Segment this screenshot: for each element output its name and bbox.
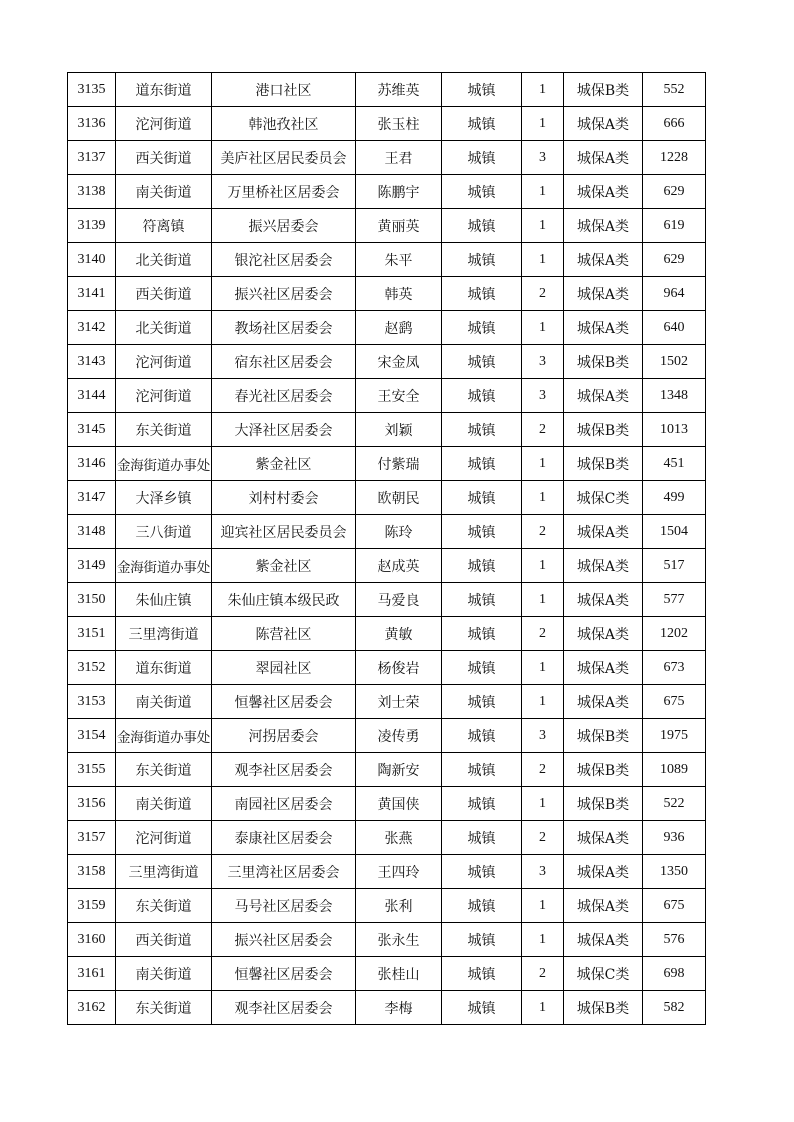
name-cell: 陈鹏宇 [356, 175, 442, 209]
family-size-cell: 1 [522, 107, 564, 141]
household-type-cell: 城镇 [442, 311, 522, 345]
street-cell: 南关街道 [116, 957, 212, 991]
amount-cell: 673 [643, 651, 706, 685]
table-row [68, 345, 706, 379]
assistance-category-cell: 城保A类 [564, 107, 643, 141]
family-size-cell: 1 [522, 243, 564, 277]
street-cell: 沱河街道 [116, 107, 212, 141]
name-cell: 付紫瑞 [356, 447, 442, 481]
family-size-cell: 2 [522, 753, 564, 787]
community-cell: 紫金社区 [212, 447, 356, 481]
assistance-roster-table [67, 72, 706, 1025]
assistance-category-cell: 城保A类 [564, 685, 643, 719]
table-row [68, 243, 706, 277]
table-row [68, 923, 706, 957]
family-size-cell: 3 [522, 141, 564, 175]
family-size-cell: 1 [522, 549, 564, 583]
row-number-cell: 3139 [68, 209, 116, 243]
community-cell: 港口社区 [212, 73, 356, 107]
family-size-cell: 1 [522, 583, 564, 617]
row-number-cell: 3148 [68, 515, 116, 549]
amount-cell: 675 [643, 685, 706, 719]
street-cell: 符离镇 [116, 209, 212, 243]
family-size-cell: 1 [522, 481, 564, 515]
community-cell: 韩池孜社区 [212, 107, 356, 141]
row-number-cell: 3137 [68, 141, 116, 175]
name-cell: 苏维英 [356, 73, 442, 107]
household-type-cell: 城镇 [442, 685, 522, 719]
row-number-cell: 3151 [68, 617, 116, 651]
street-cell: 西关街道 [116, 141, 212, 175]
household-type-cell: 城镇 [442, 991, 522, 1025]
family-size-cell: 3 [522, 719, 564, 753]
amount-cell: 675 [643, 889, 706, 923]
row-number-cell: 3157 [68, 821, 116, 855]
assistance-category-cell: 城保B类 [564, 413, 643, 447]
household-type-cell: 城镇 [442, 481, 522, 515]
family-size-cell: 1 [522, 311, 564, 345]
community-cell: 恒馨社区居委会 [212, 957, 356, 991]
table-row [68, 73, 706, 107]
table-row [68, 481, 706, 515]
assistance-category-cell: 城保A类 [564, 583, 643, 617]
family-size-cell: 2 [522, 617, 564, 651]
community-cell: 振兴居委会 [212, 209, 356, 243]
family-size-cell: 1 [522, 175, 564, 209]
assistance-category-cell: 城保A类 [564, 277, 643, 311]
amount-cell: 577 [643, 583, 706, 617]
household-type-cell: 城镇 [442, 243, 522, 277]
amount-cell: 1502 [643, 345, 706, 379]
table-row [68, 651, 706, 685]
assistance-category-cell: 城保A类 [564, 651, 643, 685]
name-cell: 王安全 [356, 379, 442, 413]
name-cell: 赵成英 [356, 549, 442, 583]
table-row [68, 719, 706, 753]
row-number-cell: 3140 [68, 243, 116, 277]
household-type-cell: 城镇 [442, 175, 522, 209]
family-size-cell: 1 [522, 923, 564, 957]
name-cell: 宋金凤 [356, 345, 442, 379]
community-cell: 河拐居委会 [212, 719, 356, 753]
assistance-category-cell: 城保A类 [564, 209, 643, 243]
row-number-cell: 3158 [68, 855, 116, 889]
family-size-cell: 3 [522, 379, 564, 413]
name-cell: 刘颖 [356, 413, 442, 447]
amount-cell: 629 [643, 243, 706, 277]
amount-cell: 640 [643, 311, 706, 345]
family-size-cell: 2 [522, 957, 564, 991]
household-type-cell: 城镇 [442, 73, 522, 107]
assistance-category-cell: 城保A类 [564, 515, 643, 549]
street-cell: 西关街道 [116, 923, 212, 957]
household-type-cell: 城镇 [442, 719, 522, 753]
amount-cell: 517 [643, 549, 706, 583]
table-row [68, 821, 706, 855]
row-number-cell: 3144 [68, 379, 116, 413]
row-number-cell: 3143 [68, 345, 116, 379]
table-row [68, 957, 706, 991]
street-cell: 北关街道 [116, 243, 212, 277]
table-row [68, 617, 706, 651]
community-cell: 三里湾社区居委会 [212, 855, 356, 889]
community-cell: 马号社区居委会 [212, 889, 356, 923]
amount-cell: 552 [643, 73, 706, 107]
table-row [68, 889, 706, 923]
community-cell: 宿东社区居委会 [212, 345, 356, 379]
table-row [68, 175, 706, 209]
row-number-cell: 3147 [68, 481, 116, 515]
assistance-category-cell: 城保B类 [564, 991, 643, 1025]
community-cell: 观李社区居委会 [212, 991, 356, 1025]
community-cell: 银沱社区居委会 [212, 243, 356, 277]
amount-cell: 629 [643, 175, 706, 209]
name-cell: 张桂山 [356, 957, 442, 991]
household-type-cell: 城镇 [442, 651, 522, 685]
household-type-cell: 城镇 [442, 753, 522, 787]
amount-cell: 964 [643, 277, 706, 311]
household-type-cell: 城镇 [442, 447, 522, 481]
household-type-cell: 城镇 [442, 413, 522, 447]
table-row [68, 753, 706, 787]
family-size-cell: 1 [522, 447, 564, 481]
household-type-cell: 城镇 [442, 379, 522, 413]
family-size-cell: 3 [522, 345, 564, 379]
street-cell: 沱河街道 [116, 345, 212, 379]
table-row [68, 107, 706, 141]
row-number-cell: 3149 [68, 549, 116, 583]
assistance-category-cell: 城保A类 [564, 821, 643, 855]
street-cell: 金海街道办事处 [116, 719, 212, 753]
household-type-cell: 城镇 [442, 345, 522, 379]
row-number-cell: 3159 [68, 889, 116, 923]
assistance-category-cell: 城保B类 [564, 719, 643, 753]
assistance-category-cell: 城保A类 [564, 141, 643, 175]
assistance-category-cell: 城保A类 [564, 379, 643, 413]
amount-cell: 1202 [643, 617, 706, 651]
amount-cell: 1089 [643, 753, 706, 787]
household-type-cell: 城镇 [442, 549, 522, 583]
community-cell: 泰康社区居委会 [212, 821, 356, 855]
street-cell: 北关街道 [116, 311, 212, 345]
name-cell: 马爱良 [356, 583, 442, 617]
street-cell: 大泽乡镇 [116, 481, 212, 515]
assistance-category-cell: 城保B类 [564, 73, 643, 107]
assistance-category-cell: 城保B类 [564, 447, 643, 481]
community-cell: 教场社区居委会 [212, 311, 356, 345]
table-row [68, 311, 706, 345]
street-cell: 东关街道 [116, 753, 212, 787]
household-type-cell: 城镇 [442, 855, 522, 889]
name-cell: 刘士荣 [356, 685, 442, 719]
family-size-cell: 3 [522, 855, 564, 889]
name-cell: 王君 [356, 141, 442, 175]
name-cell: 张玉柱 [356, 107, 442, 141]
street-cell: 西关街道 [116, 277, 212, 311]
amount-cell: 576 [643, 923, 706, 957]
family-size-cell: 1 [522, 685, 564, 719]
table-row [68, 991, 706, 1025]
name-cell: 黄丽英 [356, 209, 442, 243]
row-number-cell: 3162 [68, 991, 116, 1025]
family-size-cell: 1 [522, 787, 564, 821]
street-cell: 道东街道 [116, 651, 212, 685]
row-number-cell: 3145 [68, 413, 116, 447]
row-number-cell: 3155 [68, 753, 116, 787]
table-row [68, 855, 706, 889]
household-type-cell: 城镇 [442, 821, 522, 855]
table-row [68, 209, 706, 243]
street-cell: 道东街道 [116, 73, 212, 107]
household-type-cell: 城镇 [442, 957, 522, 991]
street-cell: 三里湾街道 [116, 617, 212, 651]
street-cell: 沱河街道 [116, 821, 212, 855]
name-cell: 欧朝民 [356, 481, 442, 515]
community-cell: 朱仙庄镇本级民政 [212, 583, 356, 617]
street-cell: 金海街道办事处 [116, 447, 212, 481]
community-cell: 振兴社区居委会 [212, 923, 356, 957]
family-size-cell: 2 [522, 277, 564, 311]
family-size-cell: 1 [522, 209, 564, 243]
street-cell: 金海街道办事处 [116, 549, 212, 583]
table-row [68, 685, 706, 719]
assistance-category-cell: 城保B类 [564, 787, 643, 821]
assistance-category-cell: 城保A类 [564, 243, 643, 277]
community-cell: 迎宾社区居民委员会 [212, 515, 356, 549]
assistance-category-cell: 城保A类 [564, 311, 643, 345]
row-number-cell: 3153 [68, 685, 116, 719]
name-cell: 黄国侠 [356, 787, 442, 821]
street-cell: 南关街道 [116, 175, 212, 209]
amount-cell: 1350 [643, 855, 706, 889]
name-cell: 张利 [356, 889, 442, 923]
assistance-category-cell: 城保A类 [564, 855, 643, 889]
assistance-category-cell: 城保C类 [564, 481, 643, 515]
row-number-cell: 3135 [68, 73, 116, 107]
name-cell: 韩英 [356, 277, 442, 311]
table-body [68, 73, 706, 1025]
name-cell: 凌传勇 [356, 719, 442, 753]
household-type-cell: 城镇 [442, 923, 522, 957]
family-size-cell: 1 [522, 651, 564, 685]
amount-cell: 936 [643, 821, 706, 855]
row-number-cell: 3154 [68, 719, 116, 753]
assistance-category-cell: 城保C类 [564, 957, 643, 991]
amount-cell: 1504 [643, 515, 706, 549]
table-row [68, 787, 706, 821]
household-type-cell: 城镇 [442, 515, 522, 549]
family-size-cell: 1 [522, 991, 564, 1025]
household-type-cell: 城镇 [442, 583, 522, 617]
amount-cell: 451 [643, 447, 706, 481]
name-cell: 朱平 [356, 243, 442, 277]
family-size-cell: 1 [522, 889, 564, 923]
amount-cell: 666 [643, 107, 706, 141]
assistance-category-cell: 城保A类 [564, 175, 643, 209]
name-cell: 王四玲 [356, 855, 442, 889]
row-number-cell: 3138 [68, 175, 116, 209]
row-number-cell: 3156 [68, 787, 116, 821]
community-cell: 刘村村委会 [212, 481, 356, 515]
community-cell: 恒馨社区居委会 [212, 685, 356, 719]
street-cell: 三八街道 [116, 515, 212, 549]
amount-cell: 1013 [643, 413, 706, 447]
assistance-category-cell: 城保A类 [564, 549, 643, 583]
household-type-cell: 城镇 [442, 209, 522, 243]
household-type-cell: 城镇 [442, 107, 522, 141]
table-row [68, 447, 706, 481]
community-cell: 万里桥社区居委会 [212, 175, 356, 209]
assistance-category-cell: 城保A类 [564, 923, 643, 957]
street-cell: 东关街道 [116, 413, 212, 447]
row-number-cell: 3141 [68, 277, 116, 311]
community-cell: 陈营社区 [212, 617, 356, 651]
household-type-cell: 城镇 [442, 787, 522, 821]
community-cell: 大泽社区居委会 [212, 413, 356, 447]
street-cell: 朱仙庄镇 [116, 583, 212, 617]
row-number-cell: 3142 [68, 311, 116, 345]
table-row [68, 277, 706, 311]
community-cell: 美庐社区居民委员会 [212, 141, 356, 175]
row-number-cell: 3160 [68, 923, 116, 957]
street-cell: 南关街道 [116, 787, 212, 821]
name-cell: 张燕 [356, 821, 442, 855]
amount-cell: 582 [643, 991, 706, 1025]
table-row [68, 379, 706, 413]
street-cell: 东关街道 [116, 991, 212, 1025]
row-number-cell: 3152 [68, 651, 116, 685]
row-number-cell: 3161 [68, 957, 116, 991]
amount-cell: 698 [643, 957, 706, 991]
table-row [68, 141, 706, 175]
amount-cell: 619 [643, 209, 706, 243]
amount-cell: 1228 [643, 141, 706, 175]
assistance-category-cell: 城保B类 [564, 345, 643, 379]
community-cell: 观李社区居委会 [212, 753, 356, 787]
community-cell: 翠园社区 [212, 651, 356, 685]
family-size-cell: 1 [522, 73, 564, 107]
amount-cell: 1348 [643, 379, 706, 413]
street-cell: 沱河街道 [116, 379, 212, 413]
community-cell: 紫金社区 [212, 549, 356, 583]
name-cell: 杨俊岩 [356, 651, 442, 685]
street-cell: 三里湾街道 [116, 855, 212, 889]
community-cell: 振兴社区居委会 [212, 277, 356, 311]
street-cell: 南关街道 [116, 685, 212, 719]
amount-cell: 522 [643, 787, 706, 821]
assistance-category-cell: 城保B类 [564, 753, 643, 787]
name-cell: 赵鹞 [356, 311, 442, 345]
row-number-cell: 3150 [68, 583, 116, 617]
row-number-cell: 3136 [68, 107, 116, 141]
community-cell: 南园社区居委会 [212, 787, 356, 821]
amount-cell: 1975 [643, 719, 706, 753]
name-cell: 黄敏 [356, 617, 442, 651]
street-cell: 东关街道 [116, 889, 212, 923]
table-row [68, 413, 706, 447]
family-size-cell: 2 [522, 413, 564, 447]
name-cell: 张永生 [356, 923, 442, 957]
table-row [68, 583, 706, 617]
name-cell: 李梅 [356, 991, 442, 1025]
table-row [68, 549, 706, 583]
row-number-cell: 3146 [68, 447, 116, 481]
family-size-cell: 2 [522, 515, 564, 549]
amount-cell: 499 [643, 481, 706, 515]
table-row [68, 515, 706, 549]
household-type-cell: 城镇 [442, 141, 522, 175]
household-type-cell: 城镇 [442, 277, 522, 311]
community-cell: 春光社区居委会 [212, 379, 356, 413]
assistance-category-cell: 城保A类 [564, 889, 643, 923]
name-cell: 陈玲 [356, 515, 442, 549]
name-cell: 陶新安 [356, 753, 442, 787]
assistance-category-cell: 城保A类 [564, 617, 643, 651]
family-size-cell: 2 [522, 821, 564, 855]
household-type-cell: 城镇 [442, 889, 522, 923]
household-type-cell: 城镇 [442, 617, 522, 651]
